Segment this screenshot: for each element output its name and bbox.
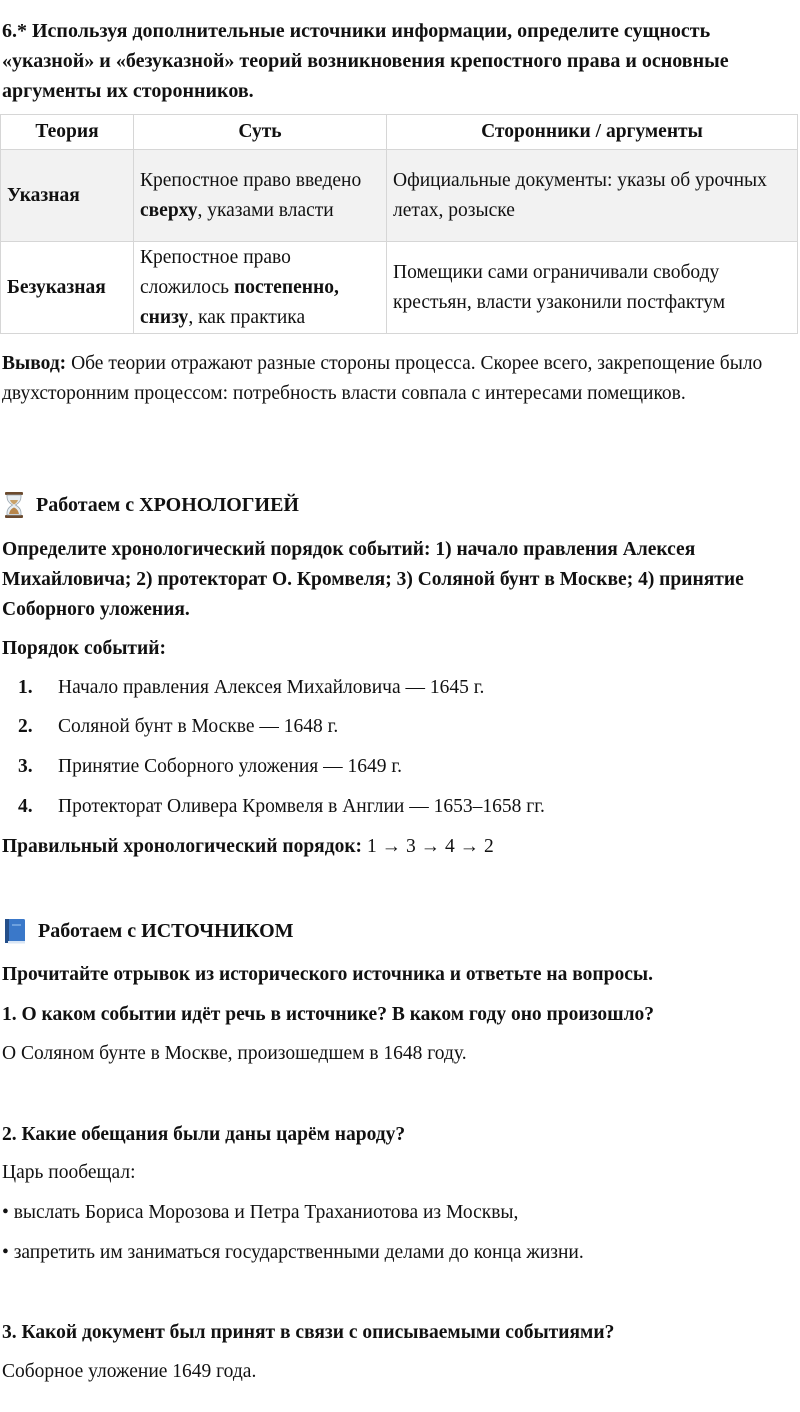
list-item-text: Начало правления Алексея Михайловича — 1645 г. bbox=[58, 677, 485, 698]
answer-label: Правильный хронологический порядок: bbox=[2, 836, 363, 857]
theory-cell: Указная bbox=[1, 150, 134, 242]
question-3: 3. Какой документ был принят в связи с описываемыми событиями? bbox=[2, 1322, 615, 1343]
chronology-task: Определите хронологический порядок событий: 1) начало правления Алексея Михайловича; 2) протекторат О. Кромвеля; 3) Соляной бунт в Москве; 4) принятие Соборного уложения. bbox=[2, 539, 744, 620]
conclusion-text: Обе теории отражают разные стороны процесса. Скорее всего, закрепощение было двухсторонним процессом: потребность власти совпала с интересами помещиков. bbox=[2, 353, 763, 404]
answer-value: 1 → 3 → 4 → 2 bbox=[362, 836, 494, 857]
theories-table bbox=[0, 114, 798, 334]
chronology-answer bbox=[2, 832, 792, 862]
list-item-number: 2. bbox=[18, 716, 33, 737]
essence-text: , как практика bbox=[188, 306, 306, 328]
task-title: 6.* Используя дополнительные источники информации, определите сущность «указной» и «безуказной» теорий возникновения крепостного права и основные аргументы их сторонников. bbox=[2, 20, 729, 102]
table-row bbox=[1, 242, 798, 334]
answer-1: О Соляном бунте в Москве, произошедшем в 1648 году. bbox=[2, 1043, 467, 1064]
answer-2-bullet: • запретить им заниматься государственными делами до конца жизни. bbox=[2, 1242, 584, 1263]
list-item bbox=[18, 712, 338, 742]
question-1: 1. О каком событии идёт речь в источнике? В каком году оно произошло? bbox=[2, 1004, 655, 1025]
column-header-theory: Теория bbox=[1, 115, 134, 150]
list-item bbox=[18, 752, 402, 782]
essence-emphasis: сверху bbox=[140, 199, 198, 221]
order-label: Порядок событий: bbox=[2, 638, 166, 659]
theory-cell: Безуказная bbox=[1, 242, 134, 334]
list-item bbox=[18, 792, 545, 822]
list-item-number: 1. bbox=[18, 677, 33, 698]
arguments-cell: Официальные документы: указы об урочных летах, розыске bbox=[387, 150, 798, 242]
essence-cell bbox=[134, 150, 387, 242]
list-item-text: Протекторат Оливера Кромвеля в Англии — 1653–1658 гг. bbox=[58, 796, 545, 817]
list-item-number: 3. bbox=[18, 756, 33, 777]
column-header-arguments: Сторонники / аргументы bbox=[387, 115, 798, 150]
list-item-text: Принятие Соборного уложения — 1649 г. bbox=[58, 756, 403, 777]
list-item bbox=[18, 673, 484, 703]
list-item-text: Соляной бунт в Москве — 1648 г. bbox=[58, 716, 339, 737]
essence-text: , указами власти bbox=[197, 199, 334, 221]
chronology-heading-text: Работаем с ХРОНОЛОГИЕЙ bbox=[36, 494, 299, 516]
hourglass-icon bbox=[2, 491, 26, 519]
table-header-row bbox=[1, 115, 798, 150]
table-row bbox=[1, 150, 798, 242]
question-2: 2. Какие обещания были даны царём народу? bbox=[2, 1124, 406, 1145]
essence-cell bbox=[134, 242, 387, 334]
conclusion-label: Вывод: bbox=[2, 353, 67, 374]
source-heading-text: Работаем с ИСТОЧНИКОМ bbox=[38, 920, 294, 942]
source-heading bbox=[2, 916, 294, 946]
essence-text: Крепостное право введено bbox=[140, 169, 362, 191]
chronology-heading bbox=[2, 490, 299, 520]
conclusion-paragraph bbox=[2, 349, 792, 409]
essence-text: Крепостное право сложилось bbox=[140, 246, 291, 298]
column-header-essence: Суть bbox=[134, 115, 387, 150]
list-item-number: 4. bbox=[18, 796, 33, 817]
answer-2-bullet: • выслать Бориса Морозова и Петра Траханиотова из Москвы, bbox=[2, 1202, 519, 1223]
answer-2: Царь пообещал: bbox=[2, 1162, 136, 1183]
answer-3: Соборное уложение 1649 года. bbox=[2, 1361, 257, 1382]
source-task: Прочитайте отрывок из исторического источника и ответьте на вопросы. bbox=[2, 964, 654, 985]
essence-emphasis: постепенно, снизу bbox=[140, 276, 339, 328]
book-icon bbox=[2, 917, 28, 945]
arguments-cell: Помещики сами ограничивали свободу крестьян, власти узаконили постфактум bbox=[387, 242, 798, 334]
